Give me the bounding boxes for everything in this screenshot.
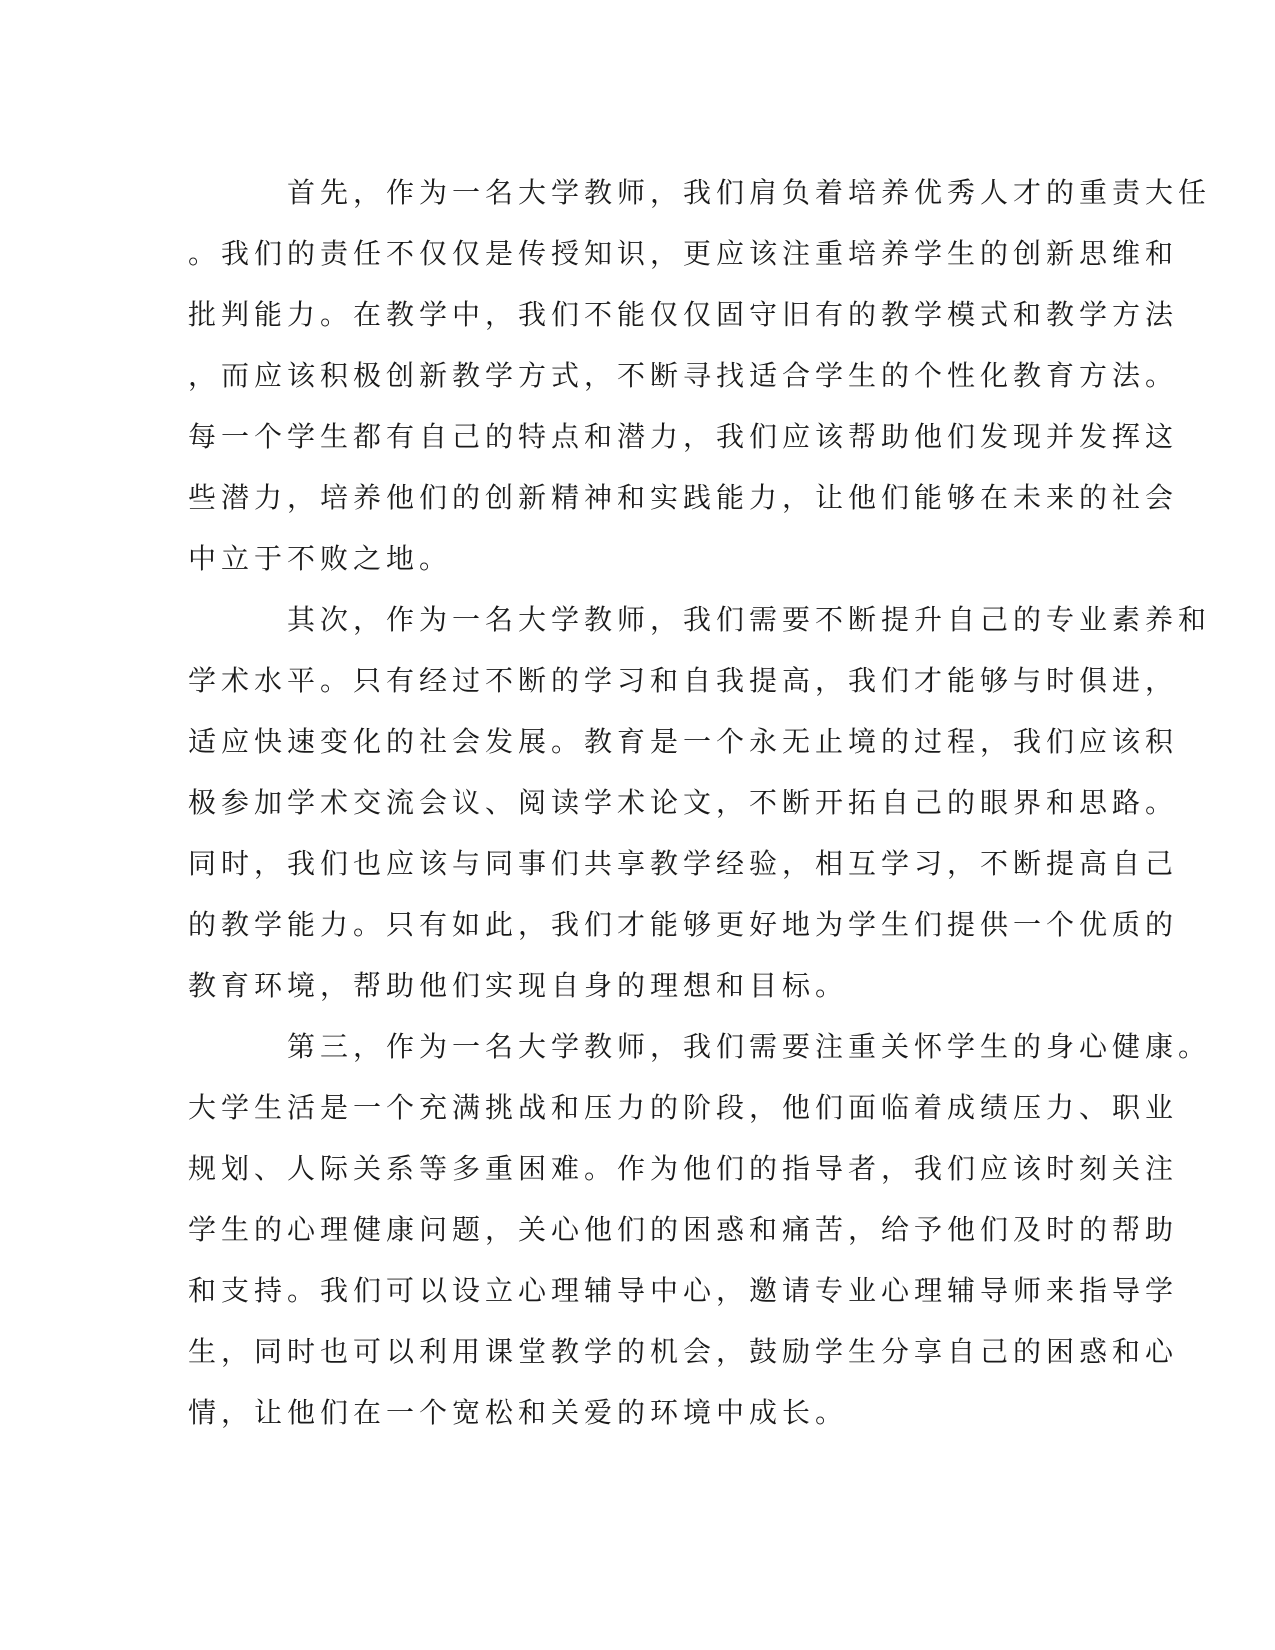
text-line: 。我们的责任不仅仅是传授知识，更应该注重培养学生的创新思维和 bbox=[188, 237, 1179, 270]
text-line: 其次，作为一名大学教师，我们需要不断提升自己的专业素养和 bbox=[188, 603, 1212, 636]
text-line: 些潜力，培养他们的创新精神和实践能力，让他们能够在未来的社会 bbox=[188, 481, 1179, 514]
text-line: 情，让他们在一个宽松和关爱的环境中成长。 bbox=[188, 1396, 849, 1429]
text-line: 第三，作为一名大学教师，我们需要注重关怀学生的身心健康。 bbox=[188, 1030, 1212, 1063]
text-line: 教育环境，帮助他们实现自身的理想和目标。 bbox=[188, 969, 849, 1002]
text-line: 批判能力。在教学中，我们不能仅仅固守旧有的教学模式和教学方法 bbox=[188, 298, 1179, 331]
document-body bbox=[188, 162, 1212, 1443]
text-line: 同时，我们也应该与同事们共享教学经验，相互学习，不断提高自己 bbox=[188, 847, 1179, 880]
text-line: 学术水平。只有经过不断的学习和自我提高，我们才能够与时俱进， bbox=[188, 664, 1179, 697]
paragraph-3 bbox=[188, 1016, 1212, 1443]
text-line: 生，同时也可以利用课堂教学的机会，鼓励学生分享自己的困惑和心 bbox=[188, 1335, 1179, 1368]
text-line: 首先，作为一名大学教师，我们肩负着培养优秀人才的重责大任 bbox=[188, 176, 1212, 209]
text-line: 的教学能力。只有如此，我们才能够更好地为学生们提供一个优质的 bbox=[188, 908, 1179, 941]
text-line: 中立于不败之地。 bbox=[188, 542, 453, 575]
text-line: 和支持。我们可以设立心理辅导中心，邀请专业心理辅导师来指导学 bbox=[188, 1274, 1179, 1307]
text-line: 大学生活是一个充满挑战和压力的阶段，他们面临着成绩压力、职业 bbox=[188, 1091, 1179, 1124]
paragraph-2 bbox=[188, 589, 1212, 1016]
text-line: 适应快速变化的社会发展。教育是一个永无止境的过程，我们应该积 bbox=[188, 725, 1179, 758]
text-line: 极参加学术交流会议、阅读学术论文，不断开拓自己的眼界和思路。 bbox=[188, 786, 1179, 819]
text-line: 规划、人际关系等多重困难。作为他们的指导者，我们应该时刻关注 bbox=[188, 1152, 1179, 1185]
text-line: 学生的心理健康问题，关心他们的困惑和痛苦，给予他们及时的帮助 bbox=[188, 1213, 1179, 1246]
paragraph-1 bbox=[188, 162, 1212, 589]
text-line: ，而应该积极创新教学方式，不断寻找适合学生的个性化教育方法。 bbox=[188, 359, 1179, 392]
text-line: 每一个学生都有自己的特点和潜力，我们应该帮助他们发现并发挥这 bbox=[188, 420, 1179, 453]
